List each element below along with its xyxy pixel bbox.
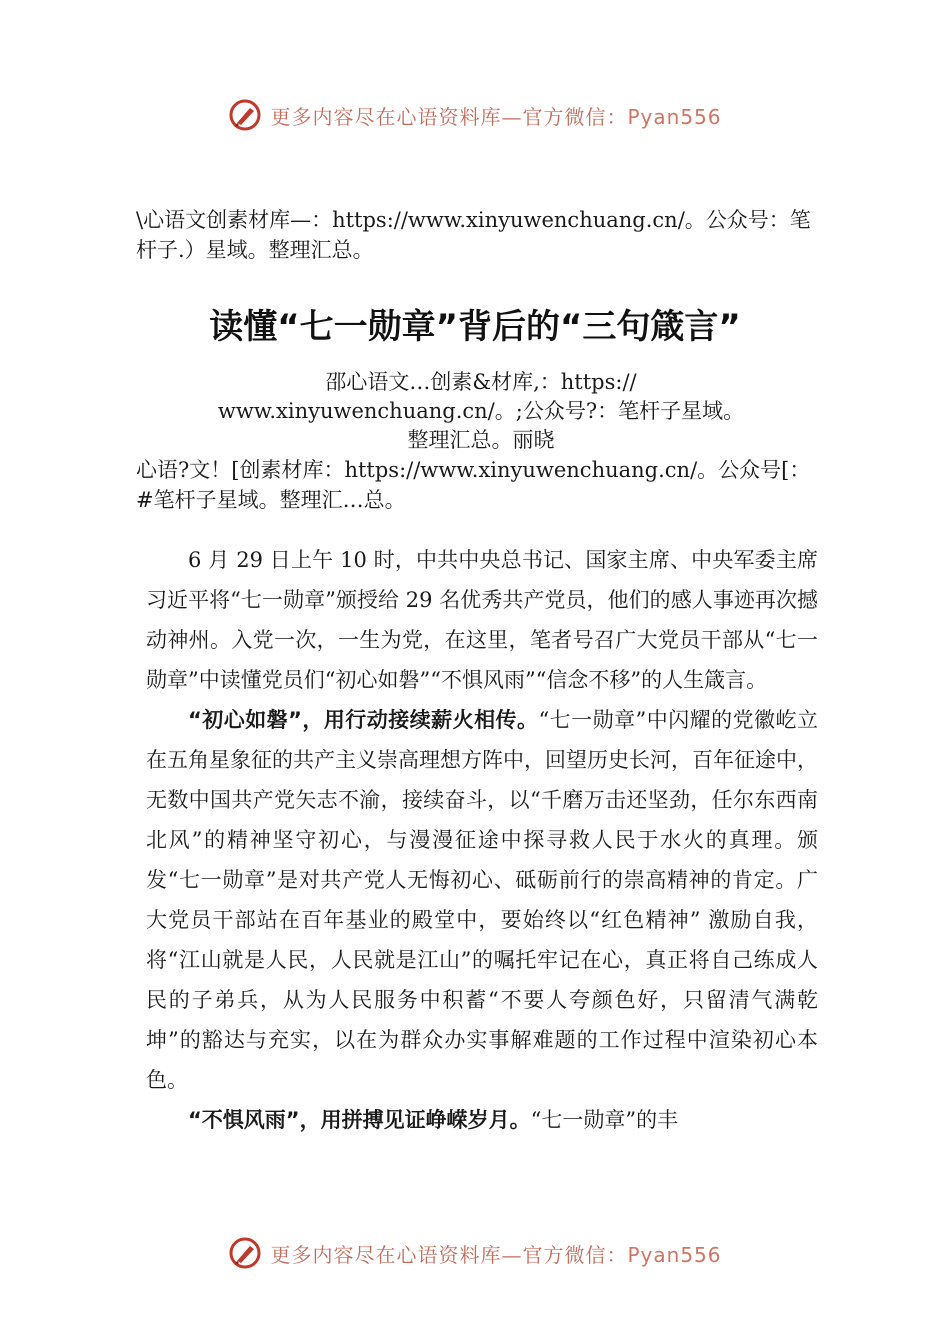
header-banner-text: 更多内容尽在心语资料库—官方微信：Pyan556 — [270, 104, 722, 129]
paragraph-heading: “不惧风雨”，用拼搏见证峥嵘岁月。 — [188, 1108, 531, 1132]
footer-banner-text: 更多内容尽在心语资料库—官方微信：Pyan556 — [270, 1242, 722, 1267]
source-note-center — [136, 368, 826, 455]
pen-logo-icon — [228, 1236, 262, 1270]
paragraph-heading: “初心如磐”，用行动接续薪火相传。 — [188, 708, 539, 732]
source-note-top: \心语文创素材库—：https://www.xinyuwenchuang.cn/。公众号：笔杆子.）星域。整理汇总。 — [136, 208, 811, 262]
footer-banner — [0, 1233, 950, 1273]
article-title: 读懂“七一勋章”背后的“三句箴言” — [209, 307, 741, 347]
header-wechat-id: Pyan556 — [627, 104, 722, 129]
paragraph-intro: 6 月 29 日上午 10 时，中共中央总书记、国家主席、中央军委主席习近平将“七一勋章”颁授给 29 名优秀共产党员，他们的感人事迹再次撼动神州。入党一次，一生为党，在这里，笔者号召广大党员干部从“七一勋章”中读懂党员们“初心如磐”“不惧风雨”“信念不移”的人生箴言。 — [146, 548, 818, 692]
article-body — [146, 540, 818, 1140]
source-center-line-1: 邵心语文…创素&材库,：https:// — [325, 370, 637, 394]
paragraph-initial-heart — [146, 700, 818, 1100]
paragraph-text: “七一勋章”的丰 — [530, 1108, 679, 1132]
pen-logo-icon — [228, 98, 262, 132]
footer-wechat-id: Pyan556 — [627, 1242, 722, 1267]
source-center-line-3: 整理汇总。丽晓 — [407, 428, 555, 452]
source-note-second: 心语?文！[创素材库：https://www.xinyuwenchuang.cn/。公众号[：#笔杆子星域。整理汇…总。 — [136, 458, 811, 512]
header-banner — [0, 95, 950, 135]
source-center-line-2: www.xinyuwenchuang.cn/。;公众号?：笔杆子星域。 — [217, 399, 745, 423]
paragraph-text: “七一勋章”中闪耀的党徽屹立在五角星象征的共产主义崇高理想方阵中，回望历史长河，百年征途中，无数中国共产党矢志不渝，接续奋斗，以“千磨万击还坚劲，任尔东西南北风”的精神坚守初心，与漫漫征途中探寻救人民于水火的真理。颁发“七一勋章”是对共产党人无悔初心、砥砺前行的崇高精神的肯定。广大党员干部站在百年基业的殿堂中，要始终以“红色精神” 激励自我，将“江山就是人民，人民就是江山”的嘱托牢记在心，真正将自己练成人民的子弟兵，从为人民服务中积蓄“不要人夸颜色好，只留清气满乾坤”的豁达与充实，以在为群众办实事解难题的工作过程中渲染初心本色。 — [146, 708, 818, 1092]
paragraph-no-fear — [146, 1100, 818, 1140]
